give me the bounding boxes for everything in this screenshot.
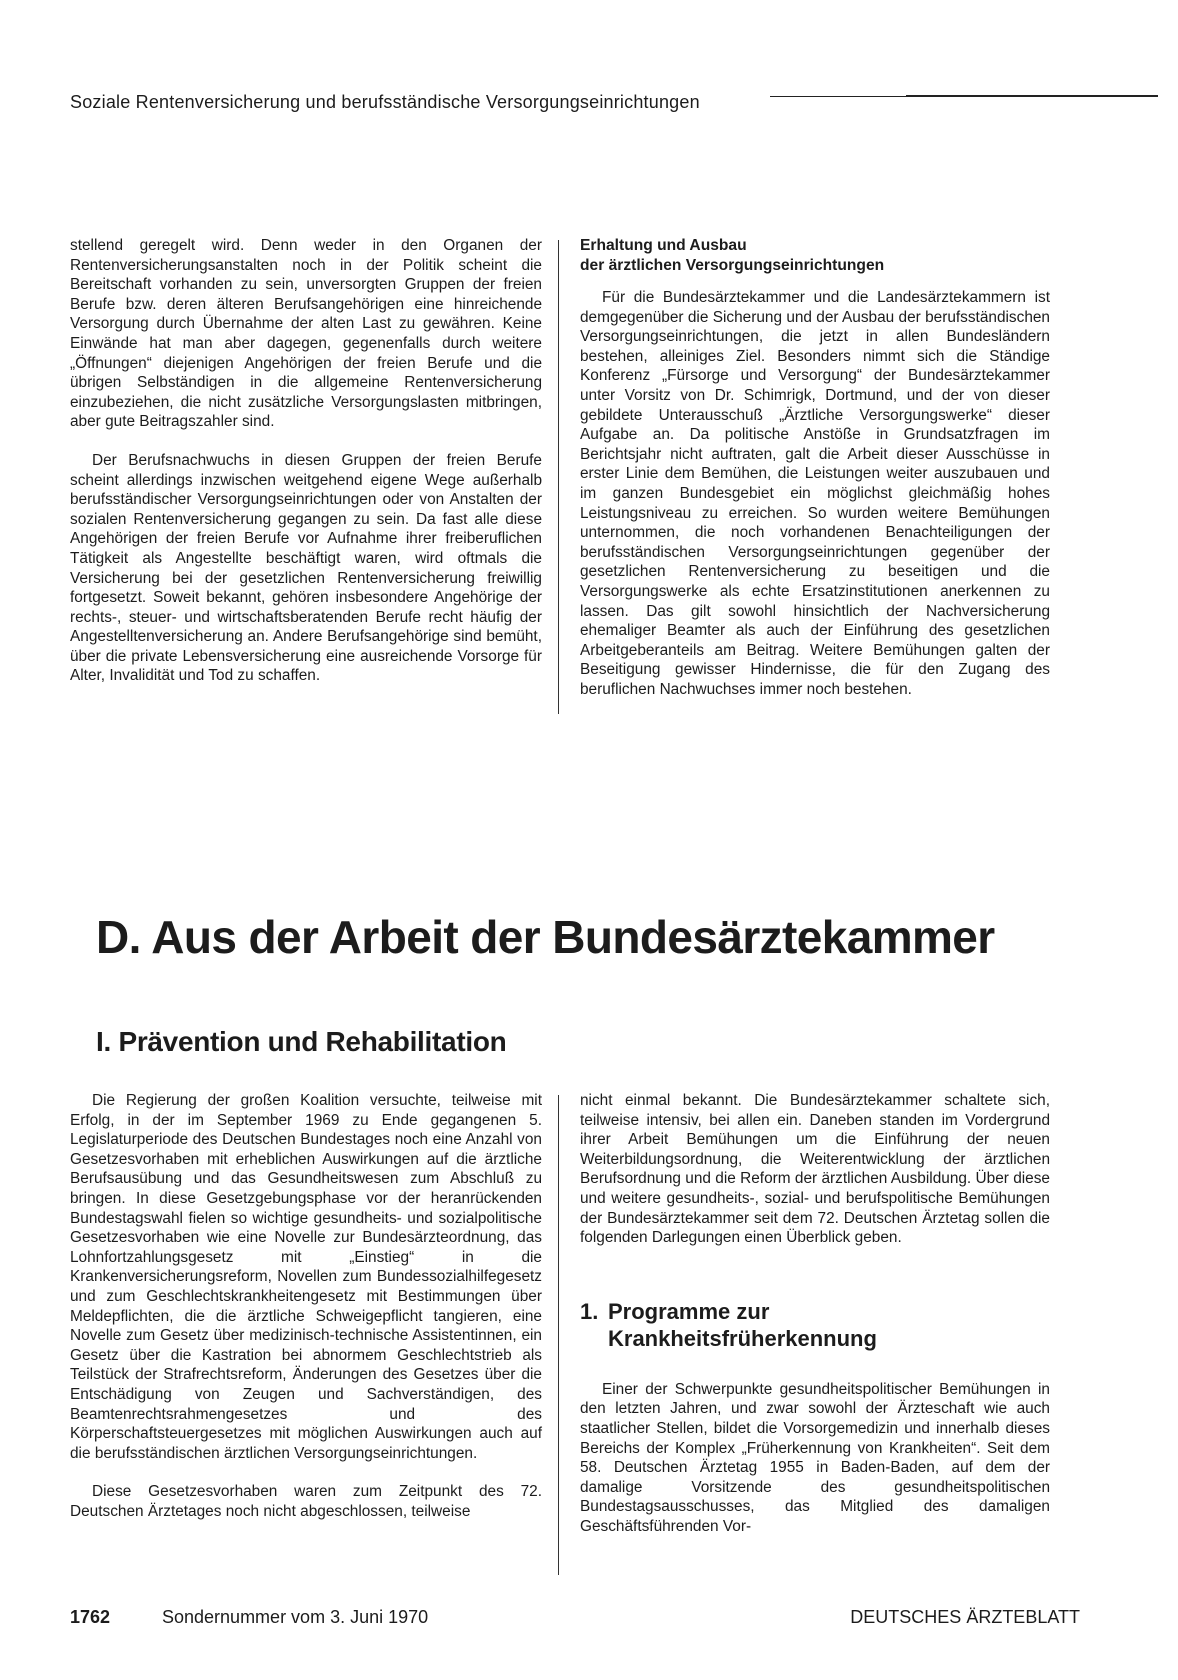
- heading-number: 1.: [580, 1298, 599, 1324]
- running-head: [70, 92, 1088, 113]
- paragraph: Die Regierung der großen Koalition versuchte, teilweise mit Erfolg, in der im September 1969 zu Ende gegangenen 5. Legislaturperiode des Deutschen Bundestages noch eine Anzahl von Gesetzesvorhaben mit erheblichen Auswirkungen auf die ärztliche Berufsausübung und das Gesundheitswesen zum Abschluß zu bringen. In diese Gesetzgebungsphase vor der heranrückenden Bundestagswahl fielen so wichtige gesundheits- und sozialpolitische Gesetzesvorhaben wie eine Novelle zur Bundesärzteordnung, das Lohnfortzahlungsgesetz mit „Einstieg“ in die Krankenversicherungsreform, Novellen zum Bundessozialhilfegesetz und zum Geschlechtskrankheitengesetz mit Bestimmungen über Meldepflichten, die die ärztliche Schweigepflicht tangieren, eine Novelle zum Gesetz über medizinisch-technische Assistentinnen, ein Gesetz über die Kastration bei abnormem Geschlechtstrieb als Teilstück der Strafrechtsreform, Änderungen des Gesetzes über die Entschädigung von Zeugen und Sachverständigen, des Beamtenrechtsrahmengesetzes und des Körperschaftsteuergesetzes mit möglichen Auswirkungen auch auf die berufsständischen ärztlichen Versorgungseinrichtungen.: [70, 1092, 542, 1462]
- numbered-heading: [580, 1298, 1050, 1352]
- section-title: I. Prävention und Rehabilitation: [96, 1026, 507, 1057]
- bottom-left-column: [70, 1091, 542, 1521]
- running-head-rule-bold: [906, 95, 1158, 97]
- subsection-heading-line: der ärztlichen Versorgungseinrichtungen: [580, 257, 885, 274]
- subsection-heading: [580, 236, 1050, 276]
- running-head-text: Soziale Rentenversicherung und berufsständische Versorgungseinrichtungen: [70, 92, 700, 112]
- top-right-column: [580, 236, 1050, 699]
- footer-journal: DEUTSCHES ÄRZTEBLATT: [850, 1607, 1080, 1627]
- top-left-column: [70, 236, 542, 686]
- column-divider: [558, 1095, 559, 1575]
- paragraph: stellend geregelt wird. Denn weder in den Organen der Rentenversicherungsanstalten noch in der Politik scheint die Bereitschaft vorhanden zu sein, unversorgten Gruppen der freien Berufe bzw. deren älteren Berufsangehörigen eine hinreichende Versorgung durch Übernahme der alten Last zu gewähren. Keine Einwände hat man aber dagegen, gegenenfalls durch weitere „Öffnungen“ diejenigen Angehörigen der freien Berufe und die übrigen Selbständigen in die allgemeine Rentenversicherung einzubeziehen, die nicht zusätzliche Versorgungslasten mitbringen, aber gute Beitragszahler sind.: [70, 237, 542, 431]
- footer-page-number: 1762: [70, 1607, 111, 1627]
- heading-line: Programme zur: [608, 1298, 770, 1324]
- column-divider: [558, 240, 559, 714]
- paragraph: Für die Bundesärztekammer und die Landesärztekammern ist demgegenüber die Sicherung und der Ausbau der berufsständischen Versorgungseinrichtungen, die jetzt in allen Bundesländern bestehen, alleiniges Ziel. Besonders nimmt sich die Ständige Konferenz „Fürsorge und Versorgung“ der Bundesärztekammer unter Vorsitz von Dr. Schimrigk, Dortmund, und der von dieser gebildete Unterausschuß „Ärztliche Versorgungswerke“ dieser Aufgabe an. Da politische Anstöße in Grundsatzfragen im Berichtsjahr nicht auftraten, galt die Arbeit dieser Ausschüsse in erster Linie dem Bemühen, die Leistungen weiter auszubauen und im ganzen Bundesgebiet ein möglichst gleichmäßig hohes Leistungsniveau zu erreichen. So wurden weitere Bemühungen unternommen, die noch vorhandenen Benachteiligungen der berufsständischen Versorgungseinrichtungen gegenüber der gesetzlichen Rentenversicherung zu beseitigen und die Versorgungswerke als echte Ersatzinstitutionen anerkennen zu lassen. Das gilt sowohl hinsichtlich der Nachversicherung ehemaliger Beamter als auch der Einführung des gesetzlichen Arbeitgeberanteils am Beitrag. Weitere Bemühungen galten der Beseitigung gewisser Hindernisse, die für den Zugang des beruflichen Nachwuchses immer noch bestehen.: [580, 289, 1050, 698]
- footer-issue: Sondernummer vom 3. Juni 1970: [162, 1607, 429, 1627]
- chapter-title: D. Aus der Arbeit der Bundesärztekammer: [96, 911, 995, 963]
- heading-line: Krankheitsfrüherkennung: [608, 1325, 877, 1351]
- paragraph: Diese Gesetzesvorhaben waren zum Zeitpunkt des 72. Deutschen Ärztetages noch nicht abgeschlossen, teilweise: [70, 1483, 542, 1520]
- paragraph: Einer der Schwerpunkte gesundheitspolitischer Bemühungen in den letzten Jahren, und zwar sowohl der Ärzteschaft wie auch staatlicher Stellen, bildet die Vorsorgemedizin und innerhalb dieses Bereichs der Komplex „Früherkennung von Krankheiten“. Seit dem 58. Deutschen Ärztetag 1955 in Baden-Baden, auf dem der damalige Vorsitzende des gesundheitspolitischen Bundestagsausschusses, das Mitglied des damaligen Geschäftsführenden Vor-: [580, 1380, 1050, 1535]
- subsection-heading-line: Erhaltung und Ausbau: [580, 237, 747, 254]
- paragraph: Der Berufsnachwuchs in diesen Gruppen der freien Berufe scheint allerdings inzwischen weitgehend eigene Wege außerhalb berufsständischer Versorgungseinrichtungen oder von Anstalten der sozialen Rentenversicherung gegangen zu sein. Da fast alle diese Angehörigen der freien Berufe vor Aufnahme ihrer freiberuflichen Tätigkeit als Angestellte beschäftigt waren, wird oftmals die Versicherung bei der gesetzlichen Rentenversicherung freiwillig fortgesetzt. Soweit bekannt, gehören insbesondere Angehörige der rechts-, steuer- und wirtschaftsberatenden Berufe recht häufig der Angestelltenversicherung an. Andere Berufsangehörige sind bemüht, über die private Lebensversicherung eine ausreichende Vorsorge für Alter, Invalidität und Tod zu schaffen.: [70, 451, 542, 685]
- paragraph: nicht einmal bekannt. Die Bundesärztekammer schaltete sich, teilweise intensiv, bei allen ein. Daneben standen im Vordergrund ihrer Arbeit Bemühungen um die Einführung der neuen Weiterbildungsordnung, die Weiterentwicklung der ärztlichen Berufsordnung und die Reform der ärztlichen Ausbildung. Über diese und weitere gesundheits-, sozial- und berufspolitische Bemühungen der Bundesärztekammer seit dem 72. Deutschen Ärztetag sollen die folgenden Darlegungen einen Überblick geben.: [580, 1092, 1050, 1247]
- bottom-right-column: [580, 1091, 1050, 1537]
